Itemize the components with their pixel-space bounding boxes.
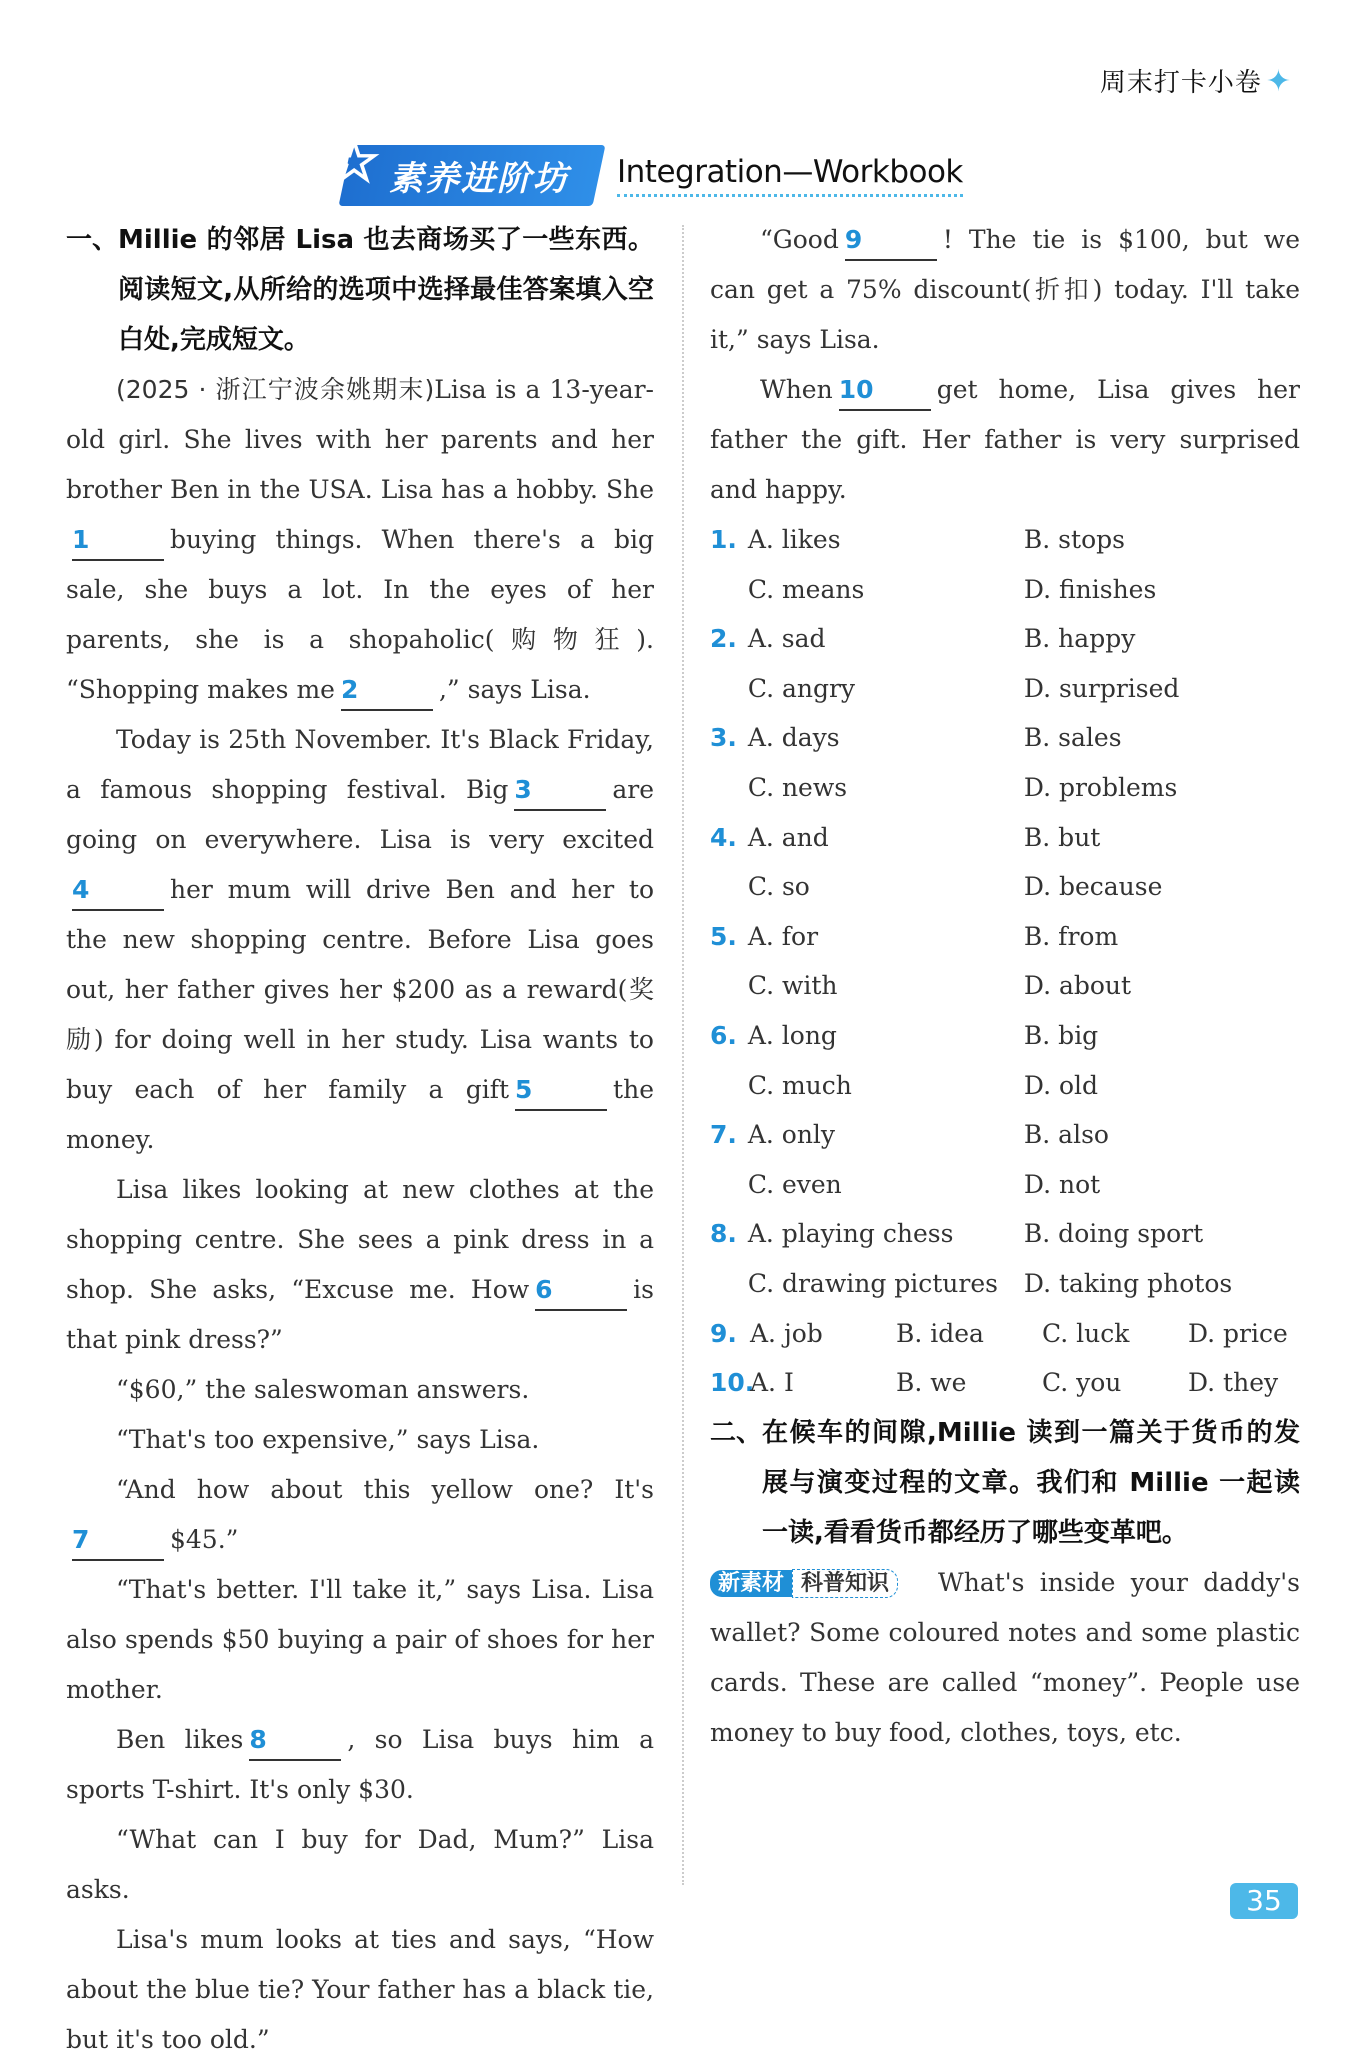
option-row: 2. A. sad B. happy: [710, 614, 1300, 664]
option-b[interactable]: B. doing sport: [1023, 1219, 1204, 1249]
passage-paragraph-12: When 10 get home, Lisa gives her father the gift. Her father is very surprised and happy.: [710, 365, 1300, 515]
blank-4[interactable]: 4: [72, 871, 164, 911]
option-c[interactable]: C. much: [747, 1070, 852, 1100]
option-row: [710, 664, 1300, 714]
option-row: [710, 1259, 1300, 1309]
question-1-instruction: 一、 Millie 的邻居 Lisa 也去商场买了一些东西。阅读短文,从所给的选项中选择最佳答案填入空白处,完成短文。: [66, 225, 654, 355]
option-a[interactable]: A. and: [747, 822, 829, 852]
blank-10[interactable]: 10: [839, 371, 931, 411]
option-row: 4. A. and B. but: [710, 813, 1300, 863]
option-row: 7. A. only B. also: [710, 1110, 1300, 1160]
option-b[interactable]: B. idea: [896, 1318, 984, 1348]
option-row: [710, 862, 1300, 912]
option-b[interactable]: B. we: [896, 1368, 967, 1398]
option-row: 10. A. I B. we C. you D. they: [710, 1358, 1300, 1408]
blank-3[interactable]: 3: [514, 771, 606, 811]
weekend-quiz-tag: 周末打卡小卷 ✦: [1099, 64, 1292, 99]
option-row: 5. A. for B. from: [710, 912, 1300, 962]
option-b[interactable]: B. happy: [1023, 624, 1136, 654]
question-2-passage: 新素材 科普知识 What's inside your daddy's wallet? Some coloured notes and some plastic cards. These are called “money”. People use money to buy food, clothes, toys, etc.: [710, 1567, 1300, 1747]
option-a[interactable]: A. likes: [747, 525, 841, 554]
blank-9[interactable]: 9: [845, 221, 937, 261]
option-a[interactable]: A. sad: [747, 624, 826, 654]
answer-options: [710, 515, 1300, 1408]
option-c[interactable]: C. with: [747, 971, 838, 1001]
option-d[interactable]: D. surprised: [1023, 673, 1180, 703]
option-d[interactable]: D. price: [1188, 1318, 1288, 1348]
option-row: 8. A. playing chess B. doing sport: [710, 1209, 1300, 1259]
option-c[interactable]: C. even: [747, 1169, 842, 1199]
left-column: [66, 215, 654, 2065]
option-row: 3. A. days B. sales: [710, 713, 1300, 763]
option-d[interactable]: D. because: [1023, 872, 1163, 902]
option-b[interactable]: B. sales: [1023, 723, 1122, 753]
option-b[interactable]: B. also: [1023, 1120, 1109, 1150]
option-c[interactable]: C. so: [747, 872, 810, 902]
passage-paragraph-5: “That's too expensive,” says Lisa.: [116, 1425, 540, 1454]
option-a[interactable]: A. days: [747, 723, 840, 753]
option-a[interactable]: A. job: [750, 1318, 823, 1348]
page-number: 35: [1230, 1883, 1298, 1919]
option-d[interactable]: D. finishes: [1023, 574, 1157, 604]
option-b[interactable]: B. big: [1023, 1020, 1099, 1050]
option-a[interactable]: A. for: [747, 921, 819, 951]
blank-6[interactable]: 6: [535, 1271, 627, 1311]
option-d[interactable]: D. problems: [1023, 772, 1178, 802]
option-row: [710, 565, 1300, 615]
new-material-tag: 新素材 科普知识: [710, 1569, 898, 1599]
option-a[interactable]: A. long: [747, 1020, 837, 1050]
option-b[interactable]: B. from: [1023, 921, 1119, 951]
passage-paragraph-9: “What can I buy for Dad, Mum?” Lisa asks.: [66, 1825, 654, 1904]
passage-paragraph-8: Ben likes 8 , so Lisa buys him a sports T-shirt. It's only $30.: [66, 1715, 654, 1815]
star-icon: ☆: [328, 126, 383, 195]
passage-paragraph-7: “That's better. I'll take it,” says Lisa. Lisa also spends $50 buying a pair of shoes for her mother.: [66, 1575, 654, 1704]
option-d[interactable]: D. old: [1023, 1070, 1099, 1100]
section-header: [328, 126, 963, 205]
option-a[interactable]: A. only: [747, 1120, 836, 1150]
option-row: 1. A. likes B. stops: [710, 515, 1300, 565]
option-d[interactable]: D. taking photos: [1023, 1268, 1233, 1298]
passage-paragraph-3: Lisa likes looking at new clothes at the shopping centre. She sees a pink dress in a shop. She asks, “Excuse me. How 6 is that pink dress?”: [66, 1175, 654, 1354]
option-c[interactable]: C. angry: [747, 673, 856, 703]
blank-1[interactable]: 1: [72, 521, 164, 561]
option-d[interactable]: D. not: [1023, 1169, 1101, 1199]
column-divider: [682, 225, 684, 1885]
option-d[interactable]: D. about: [1023, 971, 1132, 1001]
option-c[interactable]: C. luck: [1042, 1318, 1130, 1348]
blank-5[interactable]: 5: [515, 1071, 607, 1111]
option-d[interactable]: D. they: [1188, 1368, 1279, 1398]
section-subtitle: Integration—Workbook: [617, 154, 963, 197]
option-row: [710, 961, 1300, 1011]
option-b[interactable]: B. stops: [1023, 525, 1125, 554]
option-c[interactable]: C. means: [747, 574, 865, 604]
passage-paragraph-10: Lisa's mum looks at ties and says, “How about the blue tie? Your father has a black tie, but it's too old.”: [66, 1925, 654, 2054]
passage-paragraph-1: (2025 · 浙江宁波余姚期末)Lisa is a 13-year-old girl. She lives with her parents and her brother Ben in the USA. Lisa has a hobby. She1 buying things. When there's a big sale, she buys a lot. In the eyes of her parents, she is a shopaholic(购物狂). “Shopping makes me 2 ,” says Lisa.: [66, 365, 654, 715]
blank-8[interactable]: 8: [249, 1721, 341, 1761]
question-2-instruction: 二、 在候车的间隙,Millie 读到一篇关于货币的发展与演变过程的文章。我们和 Millie 一起读一读,看看货币都经历了哪些变革吧。: [710, 1417, 1300, 1548]
blank-7[interactable]: 7: [72, 1521, 164, 1561]
option-row: [710, 1061, 1300, 1111]
option-a[interactable]: A. I: [750, 1368, 794, 1398]
blank-2[interactable]: 2: [341, 671, 433, 711]
option-b[interactable]: B. but: [1023, 822, 1101, 852]
option-row: [710, 763, 1300, 813]
sparkle-icon: ✦: [1265, 64, 1292, 99]
option-row: 9. A. job B. idea C. luck D. price: [710, 1309, 1300, 1359]
option-c[interactable]: C. you: [1042, 1368, 1122, 1398]
option-c[interactable]: C. news: [747, 772, 848, 802]
option-a[interactable]: A. playing chess: [747, 1219, 954, 1249]
passage-paragraph-2: Today is 25th November. It's Black Friday, a famous shopping festival. Big 3 are going on everywhere. Lisa is very excited4 her mum will drive Ben and her to the new shopping centre. Before Lisa goes out, her father gives her $200 as a reward(奖励) for doing well in her study. Lisa wants to buy each of her family a gift 5 the money.: [66, 725, 654, 1154]
section-badge: ☆ 素养进阶坊: [339, 145, 606, 206]
passage-paragraph-4: “$60,” the saleswoman answers.: [116, 1375, 530, 1404]
passage-paragraph-6: “And how about this yellow one? It's7 $45.”: [66, 1465, 654, 1565]
option-row: 6. A. long B. big: [710, 1011, 1300, 1061]
right-column: [710, 215, 1300, 1758]
option-row: [710, 1160, 1300, 1210]
option-c[interactable]: C. drawing pictures: [747, 1268, 998, 1298]
passage-paragraph-11: “Good 9 ! The tie is $100, but we can get a 75% discount(折扣) today. I'll take it,” says Lisa.: [710, 215, 1300, 365]
